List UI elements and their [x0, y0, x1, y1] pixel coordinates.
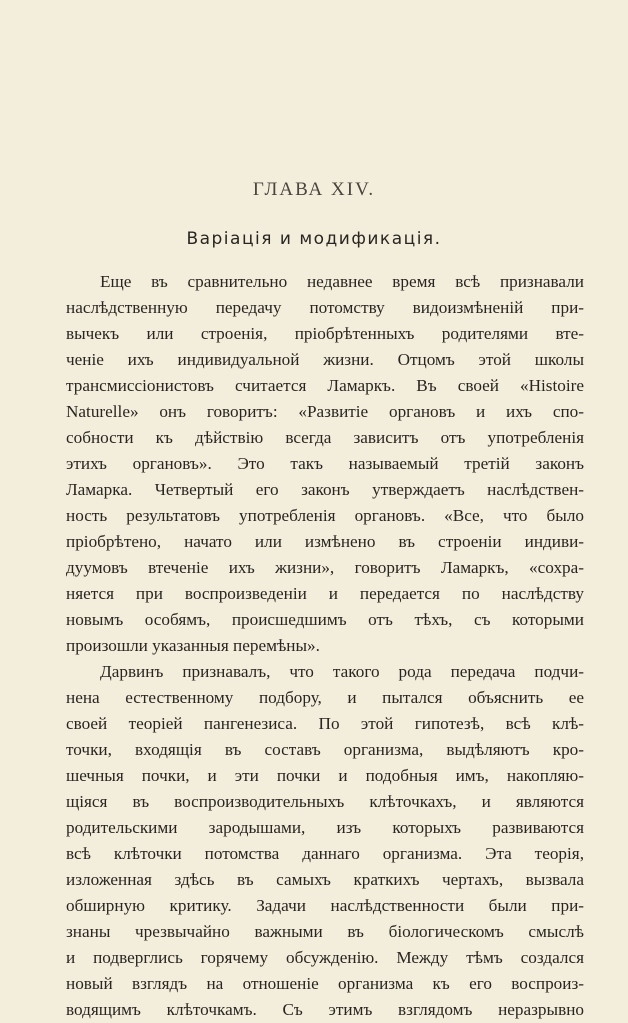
text-line: новый взглядъ на отношеніе организма къ его воспроиз-	[66, 974, 584, 993]
text-line: всѣ клѣточки потомства даннаго организма. Эта теорія,	[66, 844, 584, 863]
text-line: щіяся въ воспроизводительныхъ клѣточкахъ, и являются	[66, 792, 584, 811]
text-line: родительскими зародышами, изъ которыхъ развиваются	[66, 818, 584, 837]
text-line: наслѣдственную передачу потомству видоизмѣненій при-	[66, 298, 584, 317]
text-line: Еще въ сравнительно недавнее время всѣ признавали	[100, 272, 584, 291]
text-line: нена естественному подбору, и пытался объяснить ее	[66, 688, 584, 707]
text-line: ность результатовъ употребленія органовъ. «Все, что было	[66, 506, 584, 525]
text-line: обширную критику. Задачи наслѣдственности были при-	[66, 896, 584, 915]
text-line: ченіе ихъ индивидуальной жизни. Отцомъ этой школы	[66, 350, 584, 369]
text-line: Naturelle» онъ говоритъ: «Развитіе органовъ и ихъ спо-	[66, 402, 584, 421]
text-line: дуумовъ втеченіе ихъ жизни», говоритъ Ламаркъ, «сохра-	[66, 558, 584, 577]
text-line: пріобрѣтено, начато или измѣнено въ строеніи индиви-	[66, 532, 584, 551]
chapter-heading: ГЛАВА XIV.	[252, 179, 376, 200]
text-line: Ламарка. Четвертый его законъ утверждаетъ наслѣдствен-	[66, 480, 584, 499]
text-line: знаны чрезвычайно важными въ біологическомъ смыслѣ	[66, 922, 584, 941]
text-line: вычекъ или строенія, пріобрѣтенныхъ родителями вте-	[66, 324, 584, 343]
section-title: Варіація и модификація.	[186, 229, 442, 249]
text-line: собности къ дѣйствію всегда зависитъ отъ употребленія	[66, 428, 584, 447]
text-line: няется при воспроизведеніи и передается по наслѣдству	[66, 584, 584, 603]
text-line: своей теоріей пангенезиса. По этой гипотезѣ, всѣ клѣ-	[66, 714, 584, 733]
text-line: и подверглись горячему обсужденію. Между тѣмъ создался	[66, 948, 584, 967]
text-line: водящимъ клѣточкамъ. Съ этимъ взглядомъ неразрывно	[66, 1000, 584, 1019]
text-line: Дарвинъ признавалъ, что такого рода передача подчи-	[100, 662, 584, 681]
text-line: изложенная здѣсь въ самыхъ краткихъ чертахъ, вызвала	[66, 870, 584, 889]
text-line: трансмиссіонистовъ считается Ламаркъ. Въ своей «Histoire	[66, 376, 584, 395]
text-line: этихъ органовъ». Это такъ называемый третій законъ	[66, 454, 584, 473]
text-line: шечныя почки, и эти почки и подобныя имъ, накопляю-	[66, 766, 584, 785]
text-line: новымъ особямъ, происшедшимъ отъ тѣхъ, съ которыми	[66, 610, 584, 629]
text-line: произошли указанныя перемѣны».	[66, 636, 320, 655]
text-line: точки, входящія въ составъ организма, выдѣляютъ кро-	[66, 740, 584, 759]
